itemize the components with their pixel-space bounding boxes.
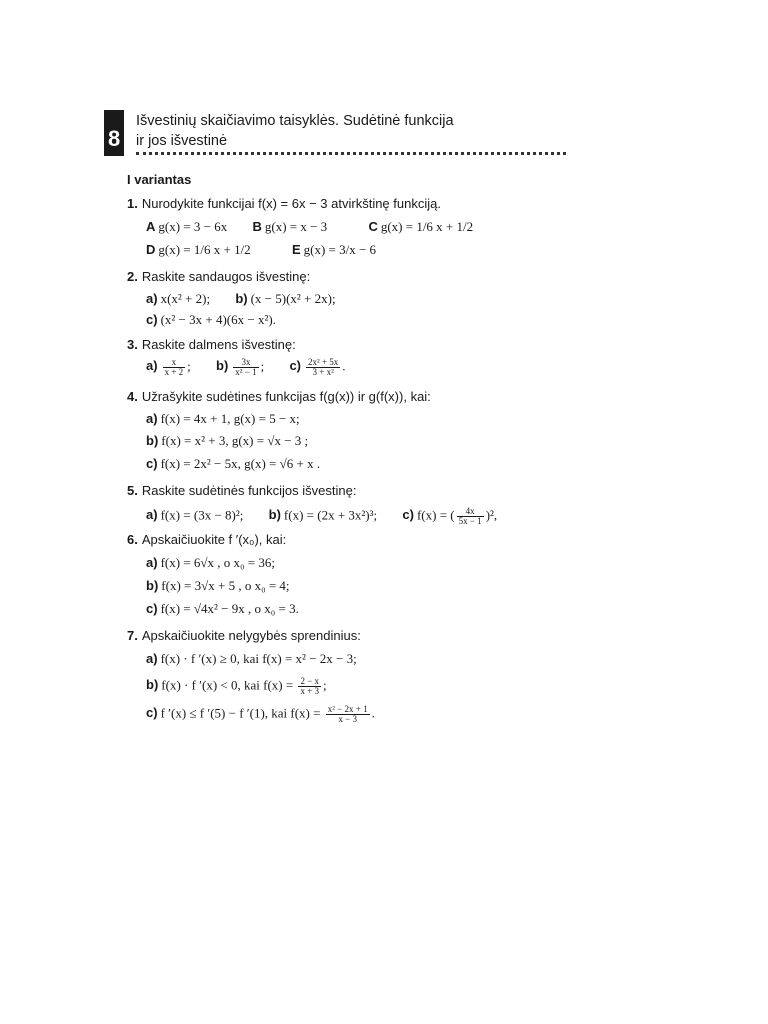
- task-2: [127, 269, 310, 285]
- part-label: b): [268, 507, 281, 523]
- task-number: 6.: [127, 532, 138, 547]
- part-expr: f(x) = (2x + 3x²)³;: [283, 507, 378, 523]
- option-label: A: [146, 219, 156, 234]
- task-7-part-c: c) f ′(x) ≤ f ′(5) − f ′(1), kai f(x) = $\frac{\text{x² − 2x + 1}}{x - 3}$ .: [146, 704, 375, 724]
- part-label: c): [146, 601, 158, 616]
- option-label: E: [291, 242, 301, 257]
- part-label: c): [146, 312, 158, 327]
- task-text: Apskaičiuokite f ′(x₀), kai:: [141, 532, 287, 547]
- task-number: 5.: [127, 483, 138, 498]
- part-label: b): [216, 358, 229, 374]
- part-expr: f(x) = 4x + 1, g(x) = 5 − x;: [160, 411, 300, 426]
- option-expr: g(x) = 3 − 6x: [158, 219, 228, 234]
- option-expr: g(x) = 3/x − 6: [303, 242, 377, 257]
- task-1-options-row-1: [146, 219, 473, 235]
- part-label: b): [235, 291, 248, 306]
- task-4-part-c: [146, 456, 320, 472]
- chapter-number: 8: [108, 126, 121, 151]
- task-text: Apskaičiuokite nelygybės sprendinius:: [141, 628, 361, 643]
- part-expr: x(x² + 2);: [160, 291, 211, 306]
- task-number: 7.: [127, 628, 138, 643]
- task-4-part-a: [146, 411, 300, 427]
- part-expr: f(x) = √4x² − 9x , o x₀ = 3.: [160, 601, 299, 616]
- task-5: [127, 483, 356, 499]
- part-expr: f(x) = 3√x + 5 , o x₀ = 4;: [161, 578, 290, 593]
- part-label: c): [146, 705, 158, 721]
- task-6-part-a: [146, 555, 275, 571]
- part-label: b): [146, 433, 159, 448]
- part-label: c): [289, 358, 302, 374]
- task-text: Užrašykite sudėtines funkcijas f(g(x)) ir g(f(x)), kai:: [141, 389, 431, 404]
- task-2-parts-row-1: [146, 291, 336, 307]
- task-text: Raskite sandaugos išvestinę:: [141, 269, 311, 284]
- part-label: a): [146, 555, 158, 570]
- task-6: [127, 532, 286, 548]
- part-expr: f(x) = x² + 3, g(x) = √x − 3 ;: [161, 433, 309, 448]
- part-label: b): [146, 677, 159, 693]
- task-4: [127, 389, 431, 405]
- fraction: $\frac{4x}{5x - 1}$: [458, 506, 482, 526]
- part-label: a): [146, 507, 158, 523]
- task-number: 4.: [127, 389, 138, 404]
- option-expr: g(x) = 1/6 x + 1/2: [158, 242, 251, 257]
- option-expr: g(x) = x − 3: [264, 219, 328, 234]
- part-expr: f(x) = (3x − 8)²;: [160, 507, 244, 523]
- fraction: $\frac{\text{2x² + 5x}}{\text{3 + x²}}$: [308, 357, 339, 377]
- title-line-2: ir jos išvestinė: [136, 133, 228, 149]
- task-number: 2.: [127, 269, 138, 284]
- task-1: [127, 196, 441, 212]
- part-label: a): [146, 411, 158, 426]
- fraction: $\frac{3x}{\text{x² − 1}}$: [235, 357, 257, 377]
- page-title: [136, 111, 454, 151]
- part-expr: f(x) = 2x² − 5x, g(x) = √6 + x .: [160, 456, 321, 471]
- option-label: B: [252, 219, 262, 234]
- option-label: C: [368, 219, 378, 234]
- task-2-parts-row-2: [146, 312, 276, 328]
- task-text: Raskite dalmens išvestinę:: [141, 337, 296, 352]
- task-number: 3.: [127, 337, 138, 352]
- task-number: 1.: [127, 196, 138, 211]
- fraction: $\frac{2 - x}{x + 3}$: [300, 676, 320, 696]
- task-7-part-b: b) f(x) · f ′(x) < 0, kai f(x) = $\frac{2 - x}{x + 3}$ ;: [146, 676, 327, 696]
- part-label: c): [402, 507, 414, 523]
- part-label: b): [146, 578, 159, 593]
- task-3-parts: a) $\frac{x}{x + 2}$ ; b) $\frac{3x}{\text{x² − 1}}$ ; c) $\frac{\text{2x² + 5x}}{\text{3 + x²}}$ .: [146, 357, 346, 377]
- task-4-part-b: [146, 433, 308, 449]
- task-7: [127, 628, 361, 644]
- part-label: a): [146, 291, 158, 306]
- part-label: a): [146, 651, 158, 666]
- part-expr: (x − 5)(x² + 2x);: [250, 291, 336, 306]
- dotted-divider: [136, 152, 566, 155]
- title-line-1: Išvestinių skaičiavimo taisyklės. Sudėtinė funkcija: [136, 113, 454, 129]
- task-6-part-c: [146, 601, 299, 617]
- part-expr: f(x) = 6√x , o x₀ = 36;: [160, 555, 275, 570]
- option-expr: g(x) = 1/6 x + 1/2: [380, 219, 474, 234]
- task-7-part-a: [146, 651, 357, 667]
- task-1-options-row-2: [146, 242, 376, 258]
- part-label: a): [146, 358, 158, 374]
- task-3: [127, 337, 296, 353]
- fraction: $\frac{x}{x + 2}$: [164, 357, 184, 377]
- task-text: Nurodykite funkcijai f(x) = 6x − 3 atvirkštinę funkciją.: [141, 196, 441, 211]
- task-text: Raskite sudėtinės funkcijos išvestinę:: [141, 483, 357, 498]
- part-label: c): [146, 456, 158, 471]
- option-label: D: [146, 242, 156, 257]
- variant-heading: I variantas: [127, 172, 192, 187]
- task-6-part-b: [146, 578, 290, 594]
- fraction: $\frac{\text{x² − 2x + 1}}{x - 3}$: [327, 704, 368, 724]
- part-expr: (x² − 3x + 4)(6x − x²).: [160, 312, 276, 327]
- part-expr: f(x) · f ′(x) ≥ 0, kai f(x) = x² − 2x − 3;: [160, 651, 357, 666]
- task-5-parts: a) f(x) = (3x − 8)²; b) f(x) = (2x + 3x²)³; c) f(x) = ( $\frac{4x}{5x - 1}$ )²,: [146, 506, 498, 526]
